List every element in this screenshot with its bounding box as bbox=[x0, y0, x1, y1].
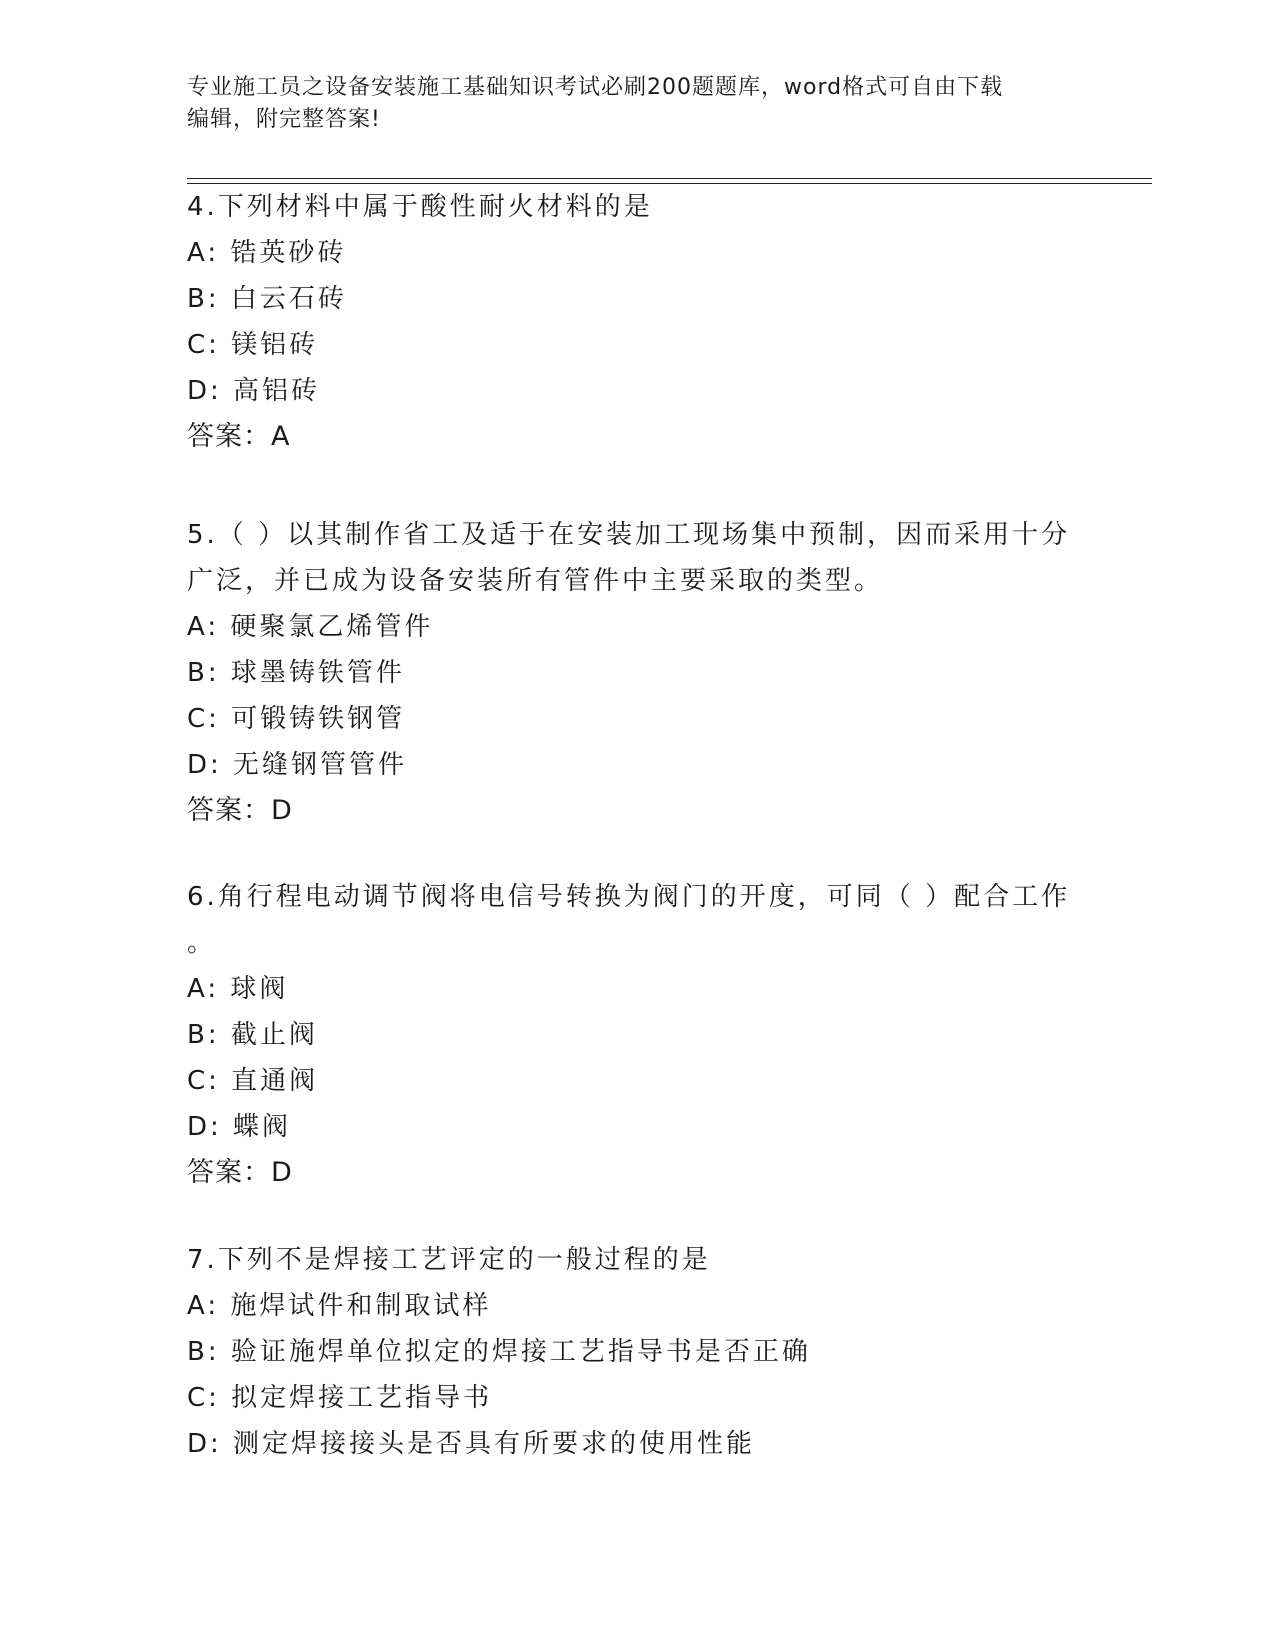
option-b: B: 截止阀 bbox=[187, 1020, 318, 1050]
option-a: A: 锆英砂砖 bbox=[187, 238, 347, 268]
question-stem-continued: 。 bbox=[187, 928, 217, 958]
question-5 bbox=[187, 512, 1087, 834]
option-a: A: 球阀 bbox=[187, 974, 289, 1004]
answer-label: 答案：A bbox=[187, 421, 291, 452]
answer-label: 答案：D bbox=[187, 795, 293, 826]
header-line-1: 专业施工员之设备安装施工基础知识考试必刷200题题库，word格式可自由下载 bbox=[187, 75, 1004, 100]
question-stem: 4.下列材料中属于酸性耐火材料的是 bbox=[187, 192, 653, 222]
option-a: A: 硬聚氯乙烯管件 bbox=[187, 612, 434, 642]
option-b: B: 球墨铸铁管件 bbox=[187, 658, 405, 688]
question-6 bbox=[187, 874, 1087, 1196]
answer-label: 答案：D bbox=[187, 1157, 293, 1188]
option-c: C: 可锻铸铁钢管 bbox=[187, 704, 406, 734]
document-header bbox=[187, 72, 1067, 136]
option-c: C: 拟定焊接工艺指导书 bbox=[187, 1383, 493, 1413]
option-c: C: 镁铝砖 bbox=[187, 330, 319, 360]
option-d: D: 蝶阀 bbox=[187, 1112, 292, 1142]
question-stem-continued: 广泛，并已成为设备安装所有管件中主要采取的类型。 bbox=[187, 566, 884, 596]
option-d: D: 测定焊接接头是否具有所要求的使用性能 bbox=[187, 1429, 756, 1459]
option-d: D: 无缝钢管管件 bbox=[187, 750, 408, 780]
option-c: C: 直通阀 bbox=[187, 1066, 319, 1096]
option-a: A: 施焊试件和制取试样 bbox=[187, 1291, 492, 1321]
question-7 bbox=[187, 1237, 1087, 1467]
option-d: D: 高铝砖 bbox=[187, 376, 321, 406]
option-b: B: 验证施焊单位拟定的焊接工艺指导书是否正确 bbox=[187, 1337, 811, 1367]
header-divider-top bbox=[187, 178, 1152, 179]
option-b: B: 白云石砖 bbox=[187, 284, 347, 314]
header-line-2: 编辑，附完整答案! bbox=[187, 107, 381, 132]
question-stem: 7.下列不是焊接工艺评定的一般过程的是 bbox=[187, 1245, 711, 1275]
question-4 bbox=[187, 184, 1087, 460]
question-stem: 6.角行程电动调节阀将电信号转换为阀门的开度，可同（ ）配合工作 bbox=[187, 882, 1071, 912]
question-stem: 5.（ ）以其制作省工及适于在安装加工现场集中预制，因而采用十分 bbox=[187, 520, 1071, 550]
